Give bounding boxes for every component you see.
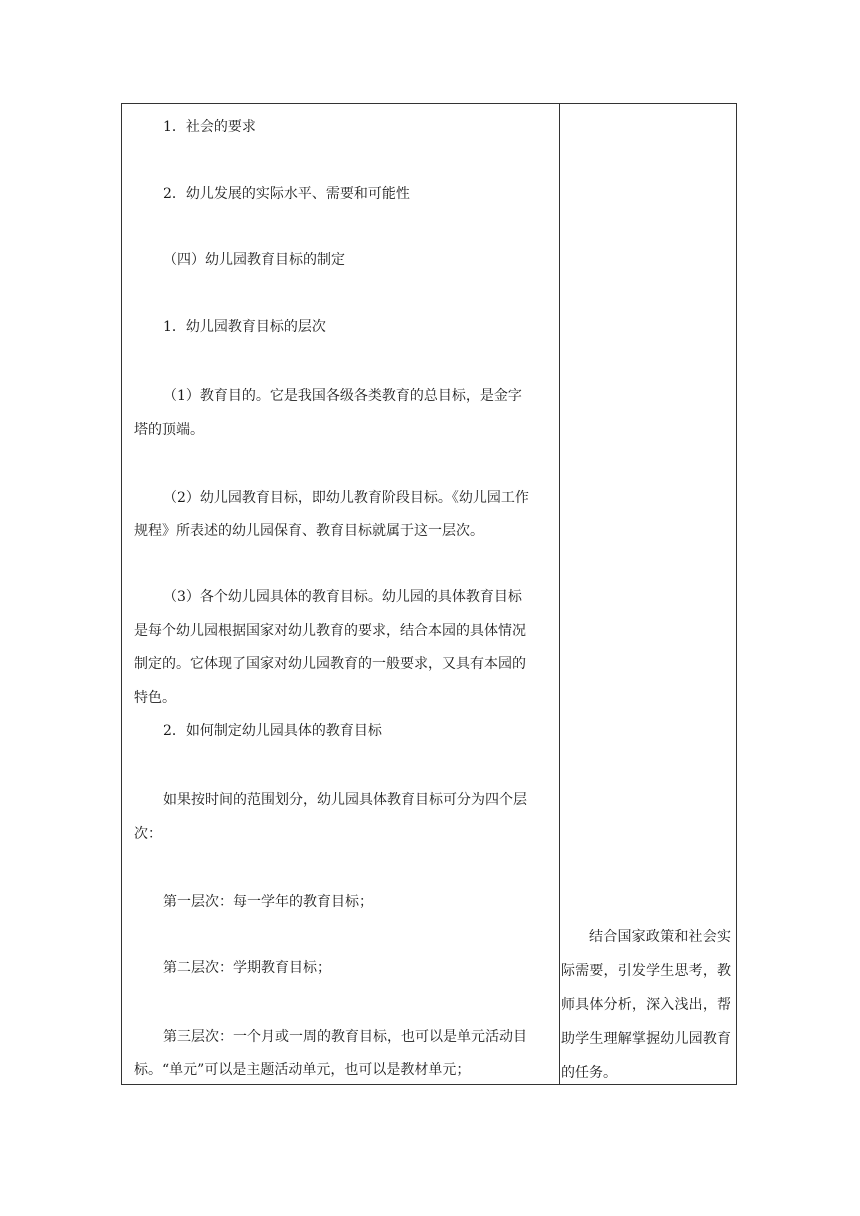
left-line-7c: 制定的。它体现了国家对幼儿园教育的一般要求，又具有本园的 xyxy=(134,656,526,672)
left-line-9a: 如果按时间的范围划分，幼儿园具体教育目标可分为四个层 xyxy=(163,792,527,808)
left-line-4: 1．幼儿园教育目标的层次 xyxy=(163,319,326,335)
left-line-3: （四）幼儿园教育目标的制定 xyxy=(163,252,345,268)
left-line-6b: 规程》所表述的幼儿园保育、教育目标就属于这一层次。 xyxy=(134,523,484,539)
left-line-9b: 次： xyxy=(134,826,162,842)
left-line-8: 2．如何制定幼儿园具体的教育目标 xyxy=(163,723,382,739)
left-line-7d: 特色。 xyxy=(134,690,176,706)
teaching-note-text: 结合国家政策和社会实际需要，引发学生思考，教师具体分析，深入浅出，帮助学生理解掌握幼儿园教育的任务。 xyxy=(561,929,731,1081)
teaching-note xyxy=(561,920,731,1090)
left-line-5a: （1）教育目的。它是我国各级各类教育的总目标，是金字 xyxy=(163,388,522,404)
left-line-10: 第一层次：每一学年的教育目标； xyxy=(163,894,373,910)
left-line-12a: 第三层次：一个月或一周的教育目标，也可以是单元活动目 xyxy=(163,1029,527,1045)
left-line-6a: （2）幼儿园教育目标，即幼儿教育阶段目标。《幼儿园工作 xyxy=(163,490,529,506)
left-line-7a: （3）各个幼儿园具体的教育目标。幼儿园的具体教育目标 xyxy=(163,589,522,605)
left-line-1: 1．社会的要求 xyxy=(163,119,256,135)
left-line-5b: 塔的顶端。 xyxy=(134,422,204,438)
column-divider xyxy=(559,104,560,1084)
left-line-11: 第二层次：学期教育目标； xyxy=(163,960,331,976)
left-line-12b: 标。“单元”可以是主题活动单元，也可以是教材单元； xyxy=(134,1062,471,1078)
left-line-2: 2．幼儿发展的实际水平、需要和可能性 xyxy=(163,186,410,202)
lesson-table xyxy=(121,103,737,1085)
left-line-7b: 是每个幼儿园根据国家对幼儿教育的要求，结合本园的具体情况 xyxy=(134,623,526,639)
